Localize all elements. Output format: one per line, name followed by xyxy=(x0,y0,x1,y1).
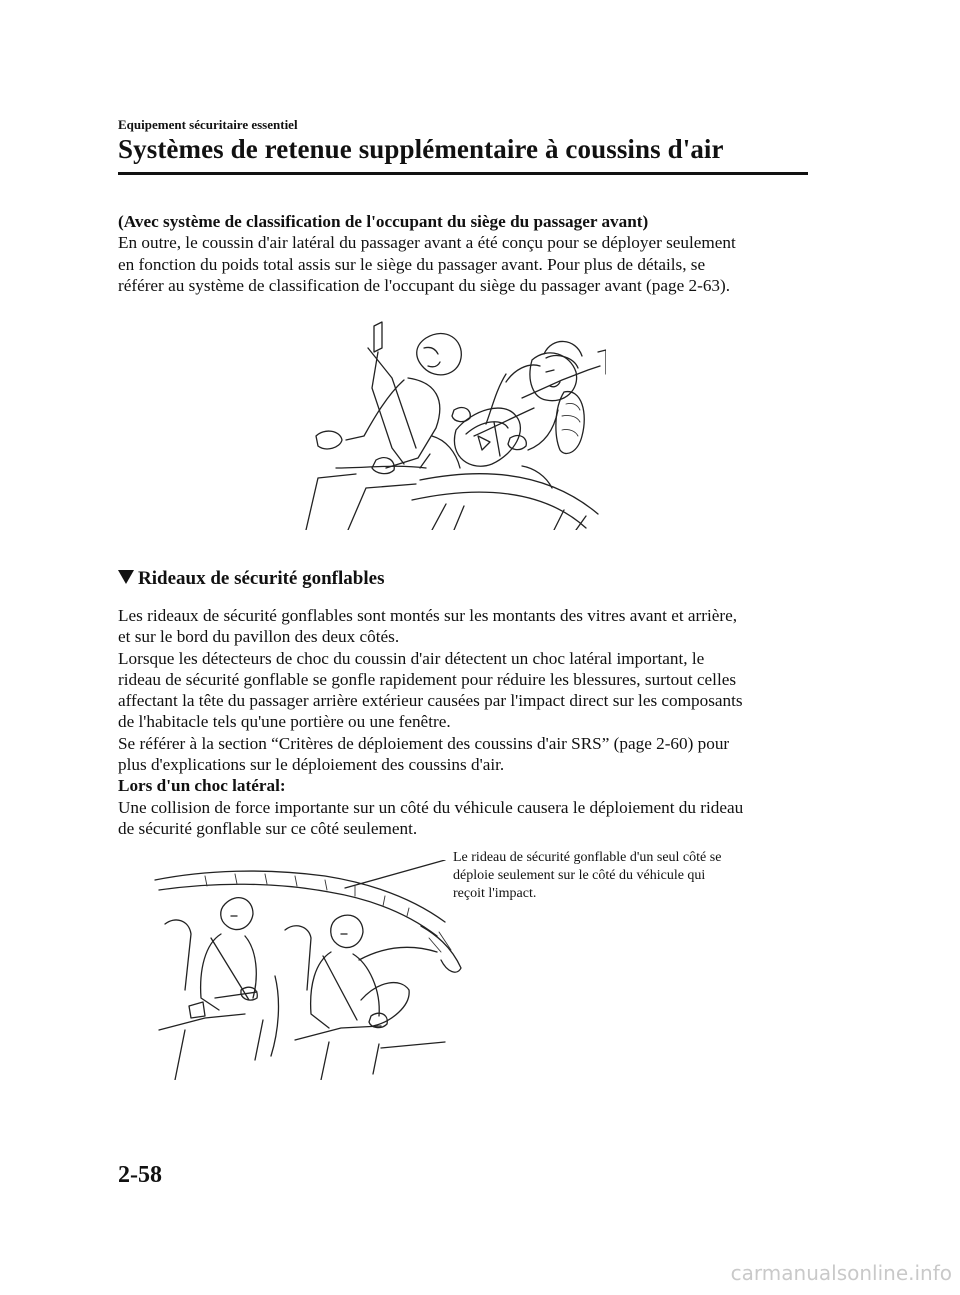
rear-passenger-figure xyxy=(159,898,263,1080)
paragraph-line: plus d'explications sur le déploiement des coussins d'air. xyxy=(118,755,505,775)
paragraph-line: affectant la tête du passager arrière extérieur causées par l'impact direct sur les composants xyxy=(118,691,743,711)
watermark-text: carmanualsonline.info xyxy=(730,1261,952,1285)
curtain-body-block xyxy=(118,605,808,839)
driver-figure xyxy=(271,915,445,1080)
triangle-bullet-icon xyxy=(118,570,134,584)
page-number: 2-58 xyxy=(118,1162,162,1188)
paragraph-line: Lorsque les détecteurs de choc du coussin d'air détectent un choc latéral important, le xyxy=(118,648,705,668)
chapter-title: Systèmes de retenue supplémentaire à coussins d'air xyxy=(118,134,724,164)
paragraph-line: En outre, le coussin d'air latéral du passager avant a été conçu pour se déployer seulement xyxy=(118,233,736,253)
driver-figure xyxy=(412,341,606,530)
passenger-classification-block xyxy=(118,211,808,296)
side-impact-heading: Lors d'un choc latéral: xyxy=(118,776,286,796)
curtain-airbag-illustration xyxy=(145,860,470,1080)
callout-line: reçoit l'impact. xyxy=(453,886,537,902)
curtain-airbag xyxy=(155,871,461,972)
paragraph-line: référer au système de classification de l'occupant du siège du passager avant (page 2-63). xyxy=(118,275,731,295)
paragraph-line: Se référer à la section “Critères de déploiement des coussins d'air SRS” (page 2-60) pour xyxy=(118,733,730,753)
paragraph-line: de sécurité gonflable sur ce côté seulement. xyxy=(118,818,418,838)
callout-line: déploie seulement sur le côté du véhicule qui xyxy=(453,868,706,884)
passenger-classification-heading: (Avec système de classification de l'occupant du siège du passager avant) xyxy=(118,212,649,231)
paragraph-line: Une collision de force importante sur un côté du véhicule causera le déploiement du rideau xyxy=(118,797,744,817)
paragraph-line: en fonction du poids total assis sur le siège du passager avant. Pour plus de détails, se xyxy=(118,254,706,274)
curtain-callout xyxy=(453,849,783,904)
title-divider xyxy=(118,172,808,175)
paragraph-line: et sur le bord du pavillon des deux côtés. xyxy=(118,627,400,647)
front-occupants-illustration xyxy=(296,318,606,530)
paragraph-line: de l'habitacle tels qu'une portière ou une fenêtre. xyxy=(118,712,451,732)
callout-line: Le rideau de sécurité gonflable d'un seul côté se xyxy=(453,850,722,865)
section-label: Equipement sécuritaire essentiel xyxy=(118,117,298,132)
passenger-figure xyxy=(306,322,461,530)
paragraph-line: rideau de sécurité gonflable se gonfle rapidement pour réduire les blessures, surtout celles xyxy=(118,669,737,689)
curtain-heading-text: Rideaux de sécurité gonflables xyxy=(138,568,385,589)
paragraph-line: Les rideaux de sécurité gonflables sont montés sur les montants des vitres avant et arrière, xyxy=(118,606,738,625)
curtain-section-heading xyxy=(118,568,384,590)
